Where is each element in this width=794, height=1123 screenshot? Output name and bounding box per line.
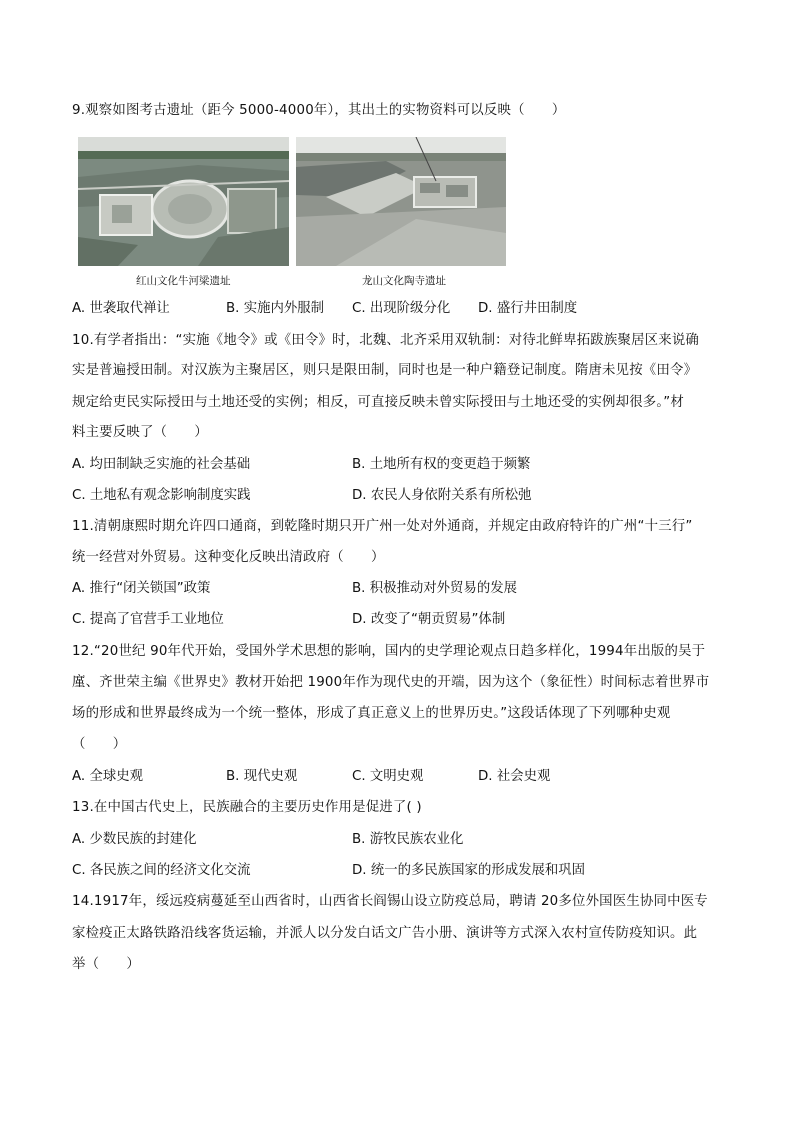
q9-option-a[interactable]: A. 世袭取代禅让	[72, 301, 170, 316]
q11-option-b[interactable]: B. 积极推动对外贸易的发展	[352, 581, 517, 596]
q10-option-b[interactable]: B. 土地所有权的变更趋于频繁	[352, 457, 531, 472]
hongshan-caption: 红山文化牛河梁遗址	[136, 275, 231, 287]
q11-option-d[interactable]: D. 改变了“朝贡贸易”体制	[352, 612, 506, 627]
longshan-caption: 龙山文化陶寺遗址	[362, 275, 446, 287]
q12-option-c[interactable]: C. 文明史观	[352, 769, 424, 784]
q10-option-c[interactable]: C. 土地私有观念影响制度实践	[72, 488, 251, 503]
q12-option-a[interactable]: A. 全球史观	[72, 769, 143, 784]
q14-line-3: 举（ ）	[72, 957, 140, 972]
q12-option-d[interactable]: D. 社会史观	[478, 769, 551, 784]
q13-line-1: 13.在中国古代史上，民族融合的主要历史作用是促进了( )	[72, 800, 422, 815]
q14-line-1: 14.1917年，绥远疫病蔓延至山西省时，山西省长阎锡山设立防疫总局，聘请 20多位外国医生协同中医专	[72, 894, 708, 909]
q10-option-a[interactable]: A. 均田制缺乏实施的社会基础	[72, 457, 251, 472]
q11-option-c[interactable]: C. 提高了官营手工业地位	[72, 612, 224, 627]
q12-line-2: 廑、齐世荣主编《世界史》教材开始把 1900年作为现代史的开端，因为这个（象征性）时间标志着世界市	[72, 675, 710, 690]
longshan-site-photo	[296, 137, 506, 266]
q12-line-1: 12.“20世纪 90年代开始，受国外学术思想的影响，国内的史学理论观点日趋多样化，1994年出版的吴于	[72, 644, 706, 659]
q9-option-b[interactable]: B. 实施内外服制	[226, 301, 325, 316]
q13-option-c[interactable]: C. 各民族之间的经济文化交流	[72, 863, 251, 878]
q11-line-2: 统一经营对外贸易。这种变化反映出清政府（ ）	[72, 550, 385, 565]
q10-option-d[interactable]: D. 农民人身依附关系有所松弛	[352, 488, 532, 503]
hongshan-site-photo	[78, 137, 289, 266]
q9-option-c[interactable]: C. 出现阶级分化	[352, 301, 451, 316]
q12-line-4: （ ）	[72, 737, 127, 752]
longshan-site-image	[296, 137, 506, 266]
q13-option-a[interactable]: A. 少数民族的封建化	[72, 832, 197, 847]
q13-option-b[interactable]: B. 游牧民族农业化	[352, 832, 464, 847]
q11-option-a[interactable]: A. 推行“闭关锁国”政策	[72, 581, 211, 596]
q10-line-4: 料主要反映了（ ）	[72, 425, 208, 440]
hongshan-site-image	[78, 137, 289, 266]
q10-line-1: 10.有学者指出：“实施《地令》或《田令》时，北魏、北齐采用双轨制：对待北鲜卑拓跋族聚居区来说确	[72, 333, 700, 348]
q9-stem: 9.观察如图考古遗址（距今 5000-4000年），其出土的实物资料可以反映（ ）	[72, 103, 566, 118]
q10-line-2: 实是普遍授田制。对汉族为主聚居区，则只是限田制，同时也是一种户籍登记制度。隋唐未见按《田令》	[72, 363, 698, 378]
q9-option-d[interactable]: D. 盛行井田制度	[478, 301, 578, 316]
q14-line-2: 家检疫正太路铁路沿线客货运输，并派人以分发白话文广告小册、演讲等方式深入农村宣传防疫知识。此	[72, 926, 698, 941]
q11-line-1: 11.清朝康熙时期允许四口通商，到乾隆时期只开广州一处对外通商，并规定由政府特许的广州“十三行”	[72, 519, 693, 534]
q12-option-b[interactable]: B. 现代史观	[226, 769, 298, 784]
q12-line-3: 场的形成和世界最终成为一个统一整体，形成了真正意义上的世界历史。”这段话体现了下列哪种史观	[72, 706, 671, 721]
q10-line-3: 规定给吏民实际授田与土地还受的实例；相反，可直接反映未曾实际授田与土地还受的实例却很多。”材	[72, 395, 685, 410]
q13-option-d[interactable]: D. 统一的多民族国家的形成发展和巩固	[352, 863, 586, 878]
